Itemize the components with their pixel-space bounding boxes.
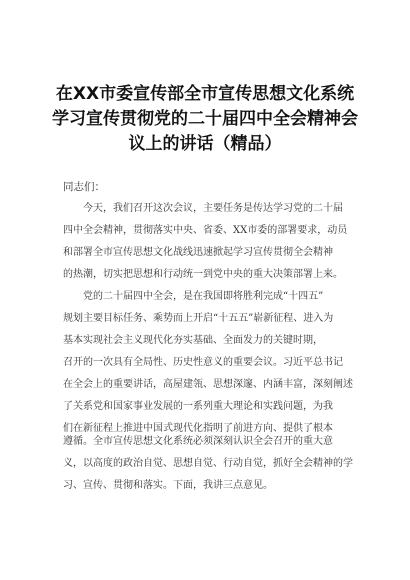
title-line: 议上的讲话（精品） (128, 134, 282, 154)
text-line: 召开的一次具有全局性、历史性意义的重要会议。习近平总书记 (63, 357, 343, 368)
text-line: 今天，我们召开这次会议，主要任务是传达学习党的二十届 (63, 203, 343, 214)
body-paragraph-1 (63, 198, 363, 286)
text-line: 的热潮，切实把思想和行动统一到党中央的重大决策部署上来。 (63, 269, 343, 280)
text-line: 基本实现社会主义现代化夯实基础、全面发力的关键时期， (63, 335, 323, 346)
title-line: 在XX市委宣传部全市宣传思想文化系统 (55, 84, 355, 104)
text-line: 了关系党和国家事业发展的一系列重大理论和实践问题，为我 (63, 401, 333, 412)
text-line: 习、宣传、贯彻和落实。下面，我讲三点意见。 (63, 480, 273, 491)
text-line: 规划主要目标任务、乘势而上开启“十五五”崭新征程、进入为 (63, 313, 334, 324)
text-line: 遵循。全市宣传思想文化系统必须深刻认识全会召开的重大意 (63, 436, 333, 447)
text-line: 义，以高度的政治自觉、思想自觉、行动自觉，抓好全会精神的学 (63, 458, 353, 469)
text-line: 和部署全市宣传思想文化战线迅速掀起学习宣传贯彻全会精神 (63, 247, 333, 258)
document-title (40, 82, 370, 157)
body-paragraph-2 (63, 286, 363, 440)
title-line: 学习宣传贯彻党的二十届四中全会精神会 (52, 109, 358, 129)
salutation: 同志们： (63, 181, 105, 193)
text-line: 在全会上的重要讲话，高屋建瓴、思想深邃、内涵丰富，深刻阐述 (63, 379, 353, 390)
text-line: 党的二十届四中全会，是在我国即将胜利完成“十四五” (63, 291, 324, 302)
text-line: 们在新征程上推进中国式现代化指明了前进方向、提供了根本 (63, 423, 333, 434)
body-paragraph-3 (63, 431, 363, 497)
text-line: 四中全会精神，贯彻落实中央、省委、XX市委的部署要求，动员 (63, 225, 348, 236)
